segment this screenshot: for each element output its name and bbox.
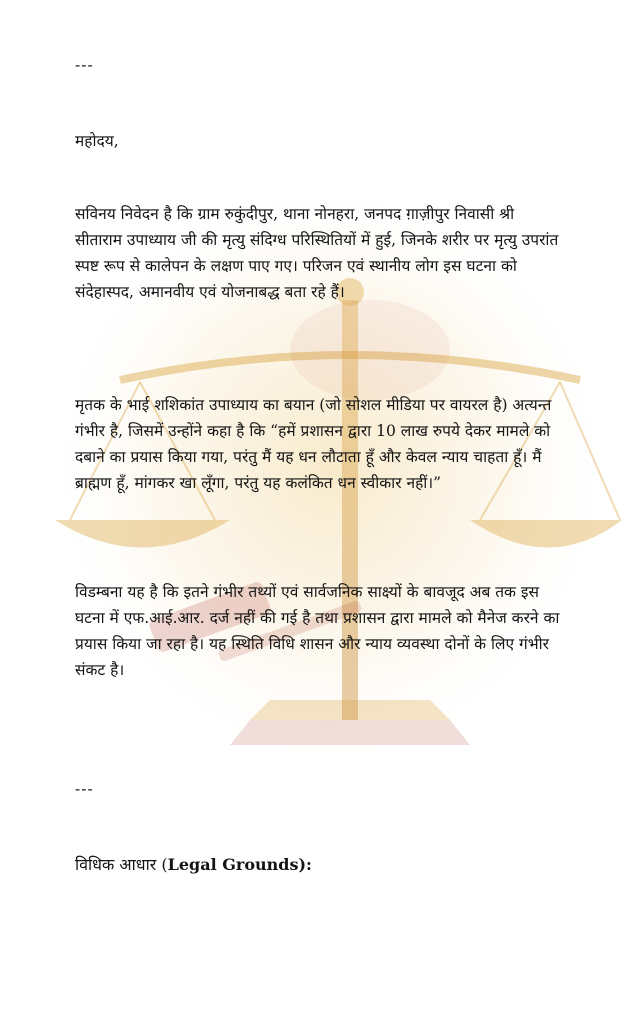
legal-heading-hindi: विधिक आधार ( [75,855,168,874]
paragraph-3: विडम्बना यह है कि इतने गंभीर तथ्यों एवं सार्वजनिक साक्ष्यों के बावजूद अब तक इस घटना में एफ.आई.आर. दर्ज नहीं की गई है तथा प्रशासन द्वारा मामले को मैनेज करने का प्रयास किया जा रहा है। यह स्थिति विधि शासन और न्याय व्यवस्था दोनों के लिए गंभीर संकट है। [75,583,560,679]
paragraph-2: मृतक के भाई शशिकांत उपाध्याय का बयान (जो सोशल मीडिया पर वायरल है) अत्यन्त गंभीर है, जिसमें उन्होंने कहा है कि “हमें प्रशासन द्वारा 10 लाख रुपये देकर मामले को दबाने का प्रयास किया गया, परंतु मैं यह धन लौटाता हूँ और केवल न्याय चाहता हूँ। मैं ब्राह्मण हूँ, मांगकर खा लूँगा, परंतु यह कलंकित धन स्वीकार नहीं।” [75,396,552,492]
legal-heading-english: Legal Grounds): [167,855,312,874]
legal-grounds-heading [75,852,565,878]
paragraph-1: सविनय निवेदन है कि ग्राम रुकुंदीपुर, थाना नोनहरा, जनपद ग़ाज़ीपुर निवासी श्री सीताराम उपाध्याय जी की मृत्यु संदिग्ध परिस्थितियों में हुई, जिनके शरीर पर मृत्यु उपरांत स्पष्ट रूप से कालेपन के लक्षण पाए गए। परिजन एवं स्थानीय लोग इस घटना को संदेहास्पद, अमानवीय एवं योजनाबद्ध बता रहे हैं। [75,205,559,301]
separator-top: --- [75,56,94,74]
salutation: महोदय, [75,132,119,150]
separator-bottom: --- [75,780,94,798]
